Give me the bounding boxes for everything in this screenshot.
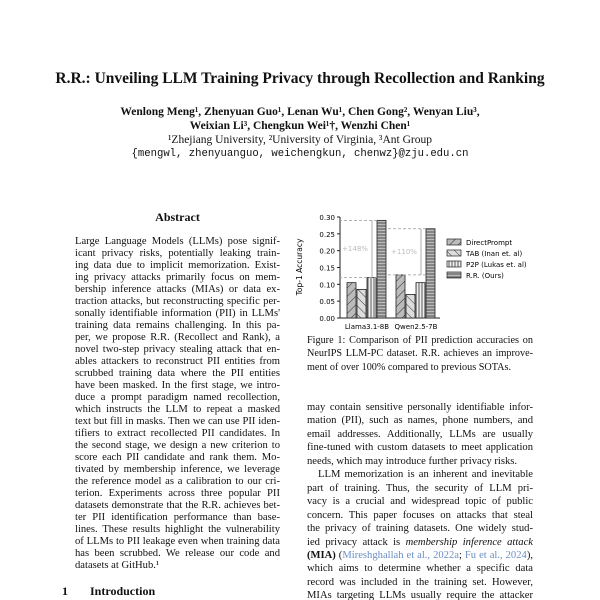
y-axis-label: Top-1 Accuracy <box>295 238 304 296</box>
text-line: sonally identifiable information (PII) in LLMs' <box>75 308 280 319</box>
section-heading-introduction: Introduction <box>90 584 156 598</box>
legend-label: TAB (Inan et. al) <box>466 250 523 258</box>
text-line: score each PII candidate and rank them. Mo- <box>75 452 280 463</box>
citation-link[interactable]: Mireshghallah et al., 2022a <box>342 549 459 561</box>
text-line: Figure 1: Comparison of PII prediction accuracies on <box>307 335 533 346</box>
bar <box>347 283 356 318</box>
y-tick-label: 0.15 <box>319 264 335 273</box>
y-tick-label: 0.05 <box>319 298 335 307</box>
legend-swatch <box>447 239 461 245</box>
text-line: Large Language Models (LLMs) pose signif- <box>75 236 280 247</box>
text-line: record was included in the training set. However, <box>307 576 533 588</box>
section-number: 1 <box>62 584 68 598</box>
text-line: email addresses. Additionally, LLMs are usually <box>307 428 533 440</box>
text-line: the second stage, we design a new criterion to <box>75 440 280 451</box>
authors-line-1: Wenlong Meng¹, Zhenyuan Guo¹, Lenan Wu¹, Chen Gong², Wenyan Liu³, <box>120 106 480 118</box>
text-line: ing data due to implicit memorization. Exist- <box>75 260 280 271</box>
text-line: which aims to determine whether a specific data <box>307 563 533 575</box>
legend-label: DirectPrompt <box>466 239 513 247</box>
y-tick-label: 0.10 <box>319 281 335 290</box>
right-column-body <box>307 401 533 600</box>
authors-line-2: Weixian Li³, Chengkun Wei¹†, Wenzhi Chen¹ <box>189 120 411 132</box>
text-line: traction attacks, but reconstructing specific per- <box>75 296 280 307</box>
paper-title: R.R.: Unveiling LLM Training Privacy through Recollection and Ranking <box>55 70 545 87</box>
x-tick-label: Llama3.1-8B <box>344 323 390 331</box>
text-line: needs, which may introduce further privacy risks. <box>307 455 518 467</box>
text-line: the privacy of training datasets. One widely stud- <box>307 523 533 535</box>
text-line: training data remains challenging. In this pa- <box>75 320 280 331</box>
text-line: MIAs targeting LLMs usually require the attacker <box>307 590 533 600</box>
text-line: lines. These results highlight the vulnerability <box>75 524 280 535</box>
text-line: datasets demonstrate that the R.R. achieves bet- <box>75 500 280 511</box>
bar <box>377 220 386 318</box>
text-line: ment of over 100% compared to previous SOTAs. <box>307 361 512 373</box>
text-line: tivated by membership inference, we leverage <box>75 464 280 475</box>
y-tick-label: 0.25 <box>319 230 335 239</box>
text-line: fine-tuned with custom datasets to meet application <box>307 442 533 454</box>
y-tick-label: 0.00 <box>319 315 335 323</box>
figure-caption <box>307 334 533 374</box>
text-line: terion. Experiments across three popular PII <box>75 488 280 499</box>
abstract-body <box>75 236 280 572</box>
body-line: ied privacy attack is membership inference attack <box>307 536 533 548</box>
text-line: ter PII identification performance than base- <box>75 512 280 523</box>
y-tick-label: 0.20 <box>319 247 335 256</box>
bar <box>367 278 376 318</box>
text-line: bership inference attacks (MIAs) or data ex- <box>75 284 280 295</box>
text-line: concern. This paper focuses on attacks that steal <box>307 509 533 521</box>
figure-1-chart <box>292 207 542 332</box>
text-line: the reference model as a calibration to our cri- <box>75 476 280 487</box>
legend-label: P2P (Lukas et. al) <box>466 261 527 269</box>
text-line: LLM memorization is an inherent and inevitable <box>318 469 533 481</box>
abstract-heading: Abstract <box>155 210 200 224</box>
improvement-label: +110% <box>391 247 417 256</box>
text-line: part of training. Thus, the security of LLM pri- <box>307 482 533 494</box>
text-line: may contain sensitive personally identifiable infor- <box>307 402 533 413</box>
legend-swatch <box>447 272 461 278</box>
body-line: (MIA) (Mireshghallah et al., 2022a; Fu et al., 2024), <box>307 549 533 561</box>
emails: {mengwl, zhenyuanguo, weichengkun, chenwz}@zju.edu.cn <box>131 148 469 160</box>
y-tick-label: 0.30 <box>319 214 335 222</box>
legend-swatch <box>447 261 461 267</box>
text-line: mation (PII), such as names, phone numbers, and <box>307 415 533 427</box>
text-line: have been masked. In the first stage, we intro- <box>75 380 280 391</box>
text-line: ing privacy attacks primarily focus on mem- <box>75 272 280 283</box>
text-line: duce a prompt paradigm named recollection, <box>75 392 280 403</box>
text-line: tifiers to extract recollected PII candidates. In <box>75 428 280 439</box>
text-line: icant privacy risks, potentially leaking train- <box>75 248 280 259</box>
x-tick-label: Qwen2.5-7B <box>394 323 438 331</box>
text-line: datasets at GitHub.¹ <box>75 560 160 571</box>
text-line: of LLMs to PII leakage even when training data <box>75 536 280 547</box>
text-line: which instructs the LLM to repeat a masked <box>75 404 280 415</box>
text-line: has been scrubbed. We release our code and <box>75 548 280 559</box>
bar <box>396 275 405 318</box>
bar <box>416 283 425 318</box>
bar <box>357 289 366 318</box>
text-line: scrubbed training data where the PII entities <box>75 368 280 379</box>
improvement-label: +148% <box>342 244 368 253</box>
text-line: NeurIPS LLM-PC dataset. R.R. achieves an improve- <box>307 348 533 360</box>
text-line: per, we propose R.R. (Recollect and Rank), a <box>75 332 280 343</box>
legend-swatch <box>447 250 461 256</box>
text-line: novel two-step privacy stealing attack that en- <box>75 344 280 355</box>
bar <box>406 294 415 318</box>
text-line: text but fill in masks. Then we can use PII iden- <box>75 416 280 427</box>
affiliations: ¹Zhejiang University, ²University of Virginia, ³Ant Group <box>167 134 432 146</box>
text-line: ables attackers to reconstruct PII entities from <box>75 356 280 367</box>
bar <box>426 229 435 318</box>
text-line: vacy is a crucial and widespread topic of public <box>307 496 533 508</box>
legend-label: R.R. (Ours) <box>466 272 504 280</box>
citation-link[interactable]: Fu et al., 2024 <box>464 549 527 561</box>
